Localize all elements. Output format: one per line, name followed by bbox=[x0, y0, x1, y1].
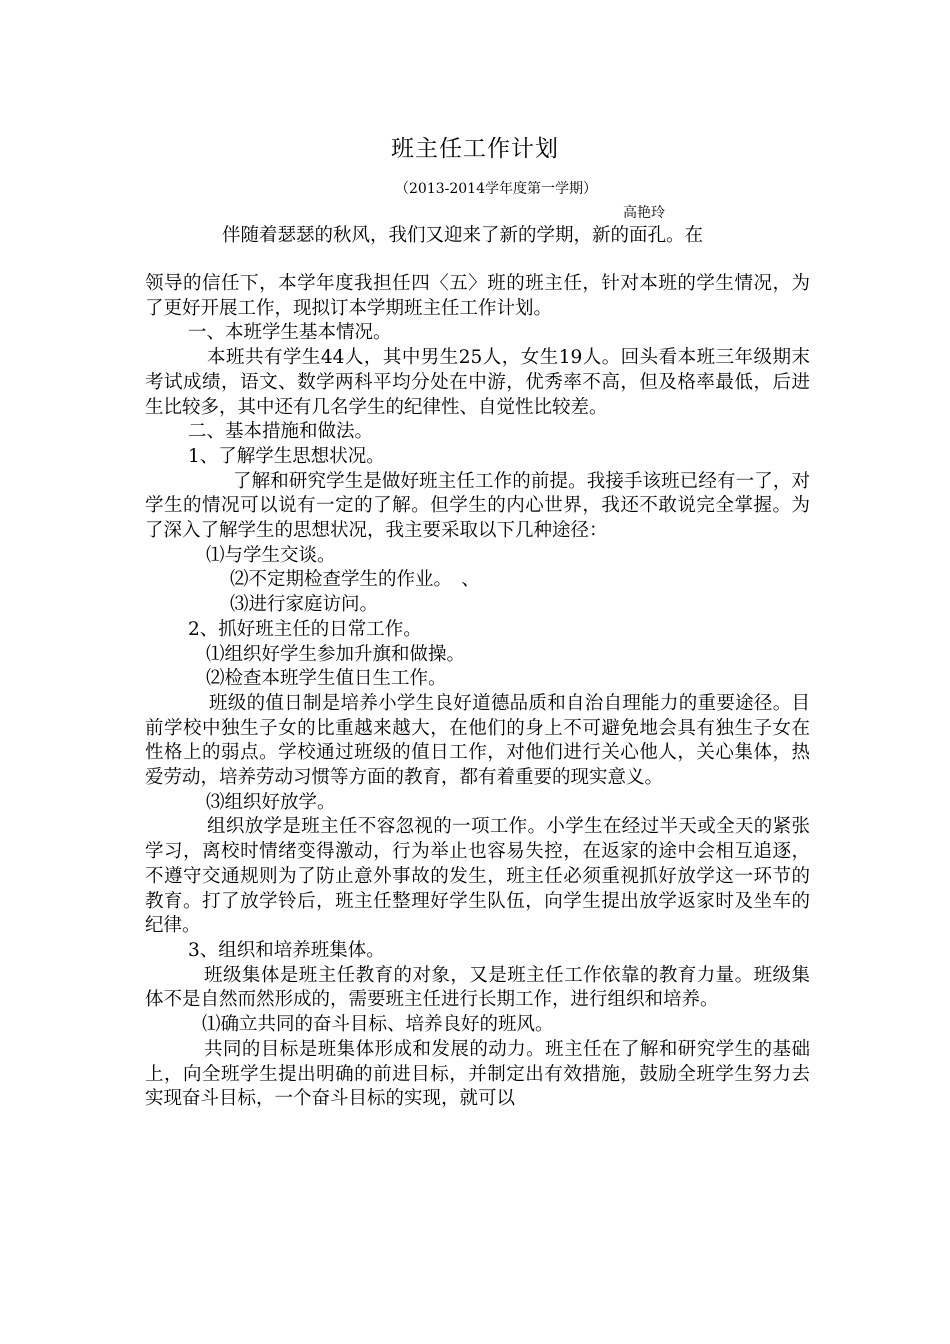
document-title: 班主任工作计划 bbox=[391, 136, 559, 162]
list-item-2-2: ⑵检查本班学生值日生工作。 bbox=[206, 668, 447, 690]
paragraph-goals: 共同的目标是班集体形成和发展的动力。班主任在了解和研究学生的基础上，向全班学生提出明确的前进目标，并制定出有效措施，鼓励全班学生努力去实现奋斗目标，一个奋斗目标的实现，就可以 bbox=[145, 1038, 810, 1110]
list-item-1-3: ⑶进行家庭访问。 bbox=[230, 594, 379, 616]
paragraph-dismissal: 组织放学是班主任不容忽视的一项工作。小学生在经过半天或全天的紧张学习，离校时情绪变得激动，行为举止也容易失控，在返家的途中会相互追逐，不遵守交通规则为了防止意外事故的发生，班主任必须重视抓好放学这一环节的教育。打了放学铃后，班主任整理好学生队伍，向学生提出放学返家时及坐车的纪律。 bbox=[145, 816, 810, 937]
list-item-1-2: ⑵不定期检查学生的作业。 、 bbox=[230, 569, 480, 591]
paragraph-duty: 班级的值日制是培养小学生良好道德品质和自治自理能力的重要途径。目前学校中独生子女的比重越来越大，在他们的身上不可避免地会具有独生子女在性格上的弱点。学校通过班级的值日工作，对他们进行关心他人，关心集体，热爱劳动，培养劳动习惯等方面的教育，都有着重要的现实意义。 bbox=[145, 692, 810, 789]
list-item-2-3: ⑶组织好放学。 bbox=[206, 791, 336, 813]
subsection-heading-1: 1、了解学生思想状况。 bbox=[188, 445, 385, 467]
paragraph-basic-info: 本班共有学生44人，其中男生25人，女生19人。回头看本班三年级期末考试成绩，语文、数学两科平均分处在中游，优秀率不高，但及格率最低，后进生比较多，其中还有几名学生的纪律性、自觉性比较差。 bbox=[145, 347, 810, 418]
paragraph-intro: 领导的信任下，本学年度我担任四〈五〉班的班主任，针对本班的学生情况，为了更好开展工作，现拟订本学期班主任工作计划。 bbox=[145, 273, 810, 319]
subsection-heading-3: 3、组织和培养班集体。 bbox=[188, 939, 385, 961]
paragraph-collective: 班级集体是班主任教育的对象，又是班主任工作依靠的教育力量。班级集体不是自然而然形成的，需要班主任进行长期工作，进行组织和培养。 bbox=[145, 964, 810, 1011]
intro-first-line: 伴随着瑟瑟的秋风，我们又迎来了新的学期，新的面孔。在 bbox=[222, 225, 704, 246]
list-item-1-1: ⑴与学生交谈。 bbox=[206, 544, 336, 566]
document-author: 高艳玲 bbox=[623, 205, 665, 221]
list-item-2-1: ⑴组织好学生参加升旗和做操。 bbox=[206, 643, 466, 665]
document-body bbox=[145, 272, 810, 1112]
subsection-heading-2: 2、抓好班主任的日常工作。 bbox=[188, 618, 422, 640]
section-heading-2: 二、基本措施和做法。 bbox=[188, 421, 374, 443]
paragraph-understand: 了解和研究学生是做好班主任工作的前提。我接手该班已经有一了，对学生的情况可以说有一定的了解。但学生的内心世界，我还不敢说完全掌握。为了深入了解学生的思想状况，我主要采取以下几种途径： bbox=[145, 470, 810, 542]
list-item-3-1: ⑴确立共同的奋斗目标、培养良好的班风。 bbox=[202, 1014, 554, 1036]
document-subtitle: （2013-2014学年度第一学期） bbox=[395, 181, 597, 197]
section-heading-1: 一、本班学生基本情况。 bbox=[188, 322, 392, 344]
